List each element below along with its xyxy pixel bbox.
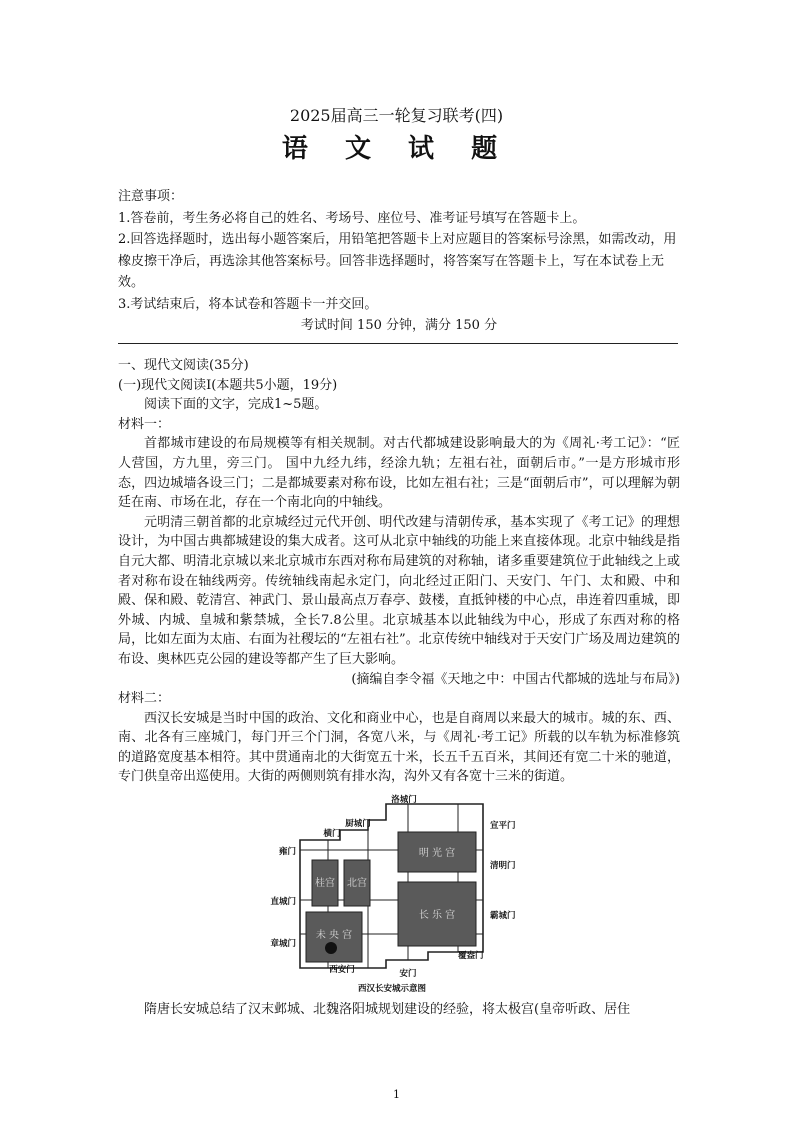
gate-xuanping: 宣平门 bbox=[490, 821, 516, 831]
gate-yong: 雍门 bbox=[278, 847, 296, 857]
material2-paragraph-2: 隋唐长安城总结了汉末邺城、北魏洛阳城规划建设的经验，将太极宫(皇帝听政、居住 bbox=[144, 1002, 631, 1017]
notice-item-1: 1.答卷前，考生务必将自己的姓名、考场号、座位号、准考证号填写在答题卡上。 bbox=[118, 210, 586, 226]
gate-chucheng: 厨城门 bbox=[345, 819, 371, 829]
gate-zhangcheng: 章城门 bbox=[270, 939, 296, 949]
gate-luocheng: 洛城门 bbox=[391, 795, 417, 805]
notice-heading: 注意事项： bbox=[118, 189, 184, 204]
divider-line bbox=[118, 343, 678, 344]
material1-paragraph-2: 元明清三朝首都的北京城经过元代开创、明代改建与清朝传承，基本实现了《考工记》的理想设计，为中国古典都城建设的集大成者。这可从北京中轴线的功能上来直接体现。北京中轴线是指自元大都、明清北京城以来北京城市东西对称布局建筑的对称轴，诸多重要建筑位于此轴线之上或者对称布设在轴线两旁。传统轴线南起永定门，向北经过正阳门、天安门、午门、太和殿、中和殿、保和殿、乾清宫、神武门、景山最高点万春亭、鼓楼，直抵钟楼的中心点，串连着四重城，即外城、内城、皇城和紫禁城，全长7.8公里。北京城基本以此轴线为中心，形成了东西对称的格局，比如左面为太庙、右面为社稷坛的“左祖右社”。北京传统中轴线对于天安门广场及周边建筑的布设、奥林匹克公园的建设等都产生了巨大影响。 bbox=[118, 514, 680, 667]
reading-body bbox=[118, 356, 680, 787]
material1-paragraph-1: 首都城市建设的布局规模等有相关规制。对古代都城建设影响最大的为《周礼·考工记》：“匠人营国，方九里，旁三门。 国中九经九纬，经涂九轨；左祖右社，面朝后市。”一是方形城市形态，四边城墙各设三门；二是都城要素对称布设，比如左祖右社；三是“面朝后市”，可以理解为朝廷在南、市场在北，存在一个南北向的中轴线。 bbox=[118, 436, 680, 511]
material2-label: 材料二： bbox=[118, 691, 171, 707]
label-changle: 长 乐 宫 bbox=[418, 910, 456, 921]
label-weiyang: 未 央 宫 bbox=[315, 930, 353, 941]
material1-source: (摘编自李令福《天地之中：中国古代都城的选址与布局》) bbox=[351, 671, 680, 687]
label-gui: 桂宫 bbox=[315, 878, 335, 889]
section-subtitle: (一)现代文阅读Ⅰ(本题共5小题，19分) bbox=[118, 377, 338, 393]
map-caption: 西汉长安城示意图 bbox=[357, 984, 427, 994]
notice-block bbox=[118, 186, 680, 337]
section-title: 一、现代文阅读(35分) bbox=[118, 358, 249, 373]
gate-xian: 西安门 bbox=[329, 965, 355, 975]
page-number: 1 bbox=[393, 1088, 400, 1101]
gate-an: 安门 bbox=[399, 969, 417, 979]
subject-title: 语 文 试 题 bbox=[281, 134, 512, 164]
time-score: 考试时间 150 分钟，满分 150 分 bbox=[300, 318, 498, 333]
gate-zhicheng: 直城门 bbox=[270, 897, 296, 907]
label-bei: 北宫 bbox=[347, 878, 367, 889]
material1-label: 材料一： bbox=[118, 416, 171, 432]
gate-qingming: 清明门 bbox=[490, 861, 516, 871]
section-instruction: 阅读下面的文字，完成1~5题。 bbox=[144, 397, 328, 413]
gate-bacheng: 霸城门 bbox=[490, 911, 516, 921]
label-mingguang: 明 光 宫 bbox=[418, 848, 456, 859]
pond-mark bbox=[325, 942, 337, 954]
exam-title: 2025届高三一轮复习联考(四) bbox=[289, 106, 504, 125]
gate-heng: 横门 bbox=[323, 829, 341, 839]
notice-item-2: 2.回答选择题时，选出每小题答案后，用铅笔把答题卡上对应题目的答案标号涂黑，如需改动，用橡皮擦干净后，再选涂其他答案标号。回答非选择题时，将答案写在答题卡上，写在本试卷上无效。 bbox=[118, 232, 677, 290]
notice-item-3: 3.考试结束后，将本试卷和答题卡一并交回。 bbox=[118, 296, 378, 312]
material2-paragraph-1: 西汉长安城是当时中国的政治、文化和商业中心，也是自商周以来最大的城市。城的东、西、南、北各有三座城门，每门开三个门洞，各宽八米，与《周礼·考工记》所载的以车轨为标准修筑的道路宽度基本相符。其中贯通南北的大街宽五十米，长五千五百米，其间还有宽二十米的驰道，专门供皇帝出巡使用。大街的两侧则筑有排水沟，沟外又有各宽十三米的街道。 bbox=[118, 710, 680, 785]
changan-map bbox=[268, 792, 528, 1000]
gate-fuang: 覆盎门 bbox=[458, 951, 484, 961]
